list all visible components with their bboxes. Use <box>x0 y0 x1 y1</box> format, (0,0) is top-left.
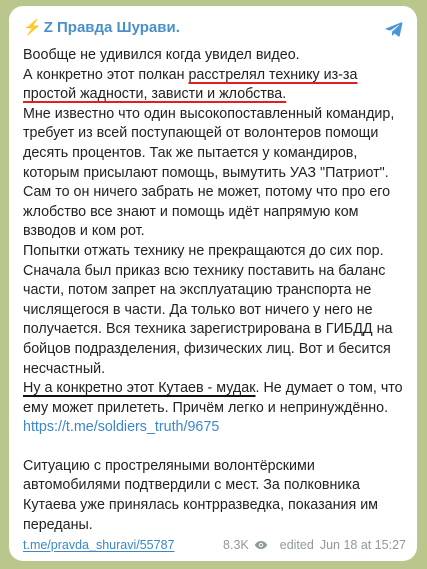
view-count: 8.3K <box>223 538 249 552</box>
post-link[interactable]: t.me/pravda_shuravi/55787 <box>23 538 175 552</box>
message-paragraph-2: Мне известно что один высокопоставленный командир, требует из всей поступающей от волонтеров помощи десять процентов. Так же пытается у командиров, которым присылают помощь, вымутить УАЗ "Патриот". Сам то он ничего забрать не может, потому что про его жлобство все знают и помощь идёт напрямую ком взводов и ком рот. <box>23 105 395 240</box>
telegram-share-icon[interactable] <box>384 19 404 39</box>
message-paragraph-1b: А конкретно этот полкан <box>23 66 189 83</box>
message-timestamp: Jun 18 at 15:27 <box>319 538 406 552</box>
channel-title: Z Правда Шурави. <box>43 18 180 36</box>
edited-label: edited <box>279 538 314 552</box>
paragraph-gap <box>23 438 405 457</box>
message-bubble <box>9 6 417 561</box>
message-paragraph-4: . Не думает о том, что ему может прилететь. Причём легко и непринуждённо. <box>23 380 403 416</box>
message-footer <box>23 538 406 552</box>
message-paragraph-3: Попытки отжать технику не прекращаются до сих пор. Сначала был приказ всю технику поставить на баланс части, потом запрет на эксплуатацию транспорта не числящегося в части. Да только вот ничего у него не получается. Вся техника зарегистрирована в ГИБДД на бойцов подразделения, физических лиц. Вот и бесится несчастный. <box>23 242 393 377</box>
message-paragraph-1a: Вообще не удивился когда увидел видео. <box>23 47 300 63</box>
eye-icon <box>254 540 268 550</box>
channel-name[interactable] <box>23 16 405 38</box>
highlight-red-underline: расстрелял технику из-за простой жадности, зависти и жлобства. <box>23 66 358 103</box>
message-paragraph-5: Ситуацию с простреляными волонтёрскими автомобилями подтвердили с мест. За полковника Кутаева уже принялась контрразведка, показания им переданы. <box>23 457 379 533</box>
soldiers-truth-link[interactable]: https://t.me/soldiers_truth/9675 <box>23 419 220 436</box>
highlight-black-underline: Ну а конкретно этот Кутаев - мудак <box>23 380 256 397</box>
lightning-icon: ⚡ <box>23 19 42 36</box>
message-text <box>23 46 405 535</box>
